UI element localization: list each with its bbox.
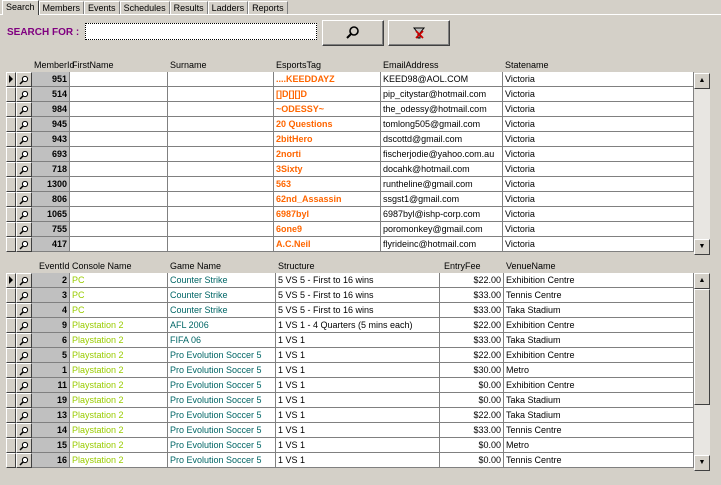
current-row-icon xyxy=(7,274,15,286)
magnifier-icon xyxy=(19,336,29,346)
event-id-cell[interactable]: 16 xyxy=(32,453,70,468)
entry-fee-cell[interactable]: $22.00 xyxy=(440,273,504,288)
row-selector[interactable] xyxy=(6,273,16,288)
open-record-button[interactable] xyxy=(16,393,32,408)
search-button[interactable] xyxy=(322,20,384,46)
entry-fee-cell[interactable]: $33.00 xyxy=(440,288,504,303)
magnifier-icon xyxy=(19,456,29,466)
first-name-cell[interactable] xyxy=(70,237,168,252)
structure-cell[interactable]: 5 VS 5 - First to 16 wins xyxy=(276,273,440,288)
open-record-button[interactable] xyxy=(16,378,32,393)
magnifier-icon xyxy=(19,321,29,331)
venue-name-cell[interactable]: Taka Stadium xyxy=(504,303,694,318)
row-selector[interactable] xyxy=(6,288,16,303)
open-record-button[interactable] xyxy=(16,72,32,87)
venue-name-cell[interactable]: Taka Stadium xyxy=(504,408,694,423)
venue-name-cell[interactable]: Exhibition Centre xyxy=(504,273,694,288)
esports-tag-cell[interactable]: 563 xyxy=(274,177,381,192)
entry-fee-cell[interactable]: $30.00 xyxy=(440,363,504,378)
clear-filter-icon xyxy=(411,25,427,41)
surname-cell[interactable] xyxy=(168,117,274,132)
open-record-button[interactable] xyxy=(16,423,32,438)
member-id-cell[interactable]: 693 xyxy=(32,147,70,162)
event-id-cell[interactable]: 5 xyxy=(32,348,70,363)
surname-cell[interactable] xyxy=(168,192,274,207)
open-record-button[interactable] xyxy=(16,177,32,192)
tab-search[interactable]: Search xyxy=(2,0,39,15)
row-selector[interactable] xyxy=(6,132,16,147)
state-cell[interactable]: Victoria xyxy=(503,117,694,132)
open-record-button[interactable] xyxy=(16,363,32,378)
members-scrollbar[interactable] xyxy=(694,73,710,255)
esports-tag-cell[interactable]: 20 Questions xyxy=(274,117,381,132)
open-record-button[interactable] xyxy=(16,222,32,237)
magnifier-icon xyxy=(19,306,29,316)
magnifier-icon xyxy=(19,90,29,100)
member-id-cell[interactable]: 417 xyxy=(32,237,70,252)
row-selector[interactable] xyxy=(6,453,16,468)
console-name-cell[interactable]: PC xyxy=(70,303,168,318)
magnifier-icon xyxy=(19,225,29,235)
open-record-button[interactable] xyxy=(16,102,32,117)
row-selector[interactable] xyxy=(6,348,16,363)
scroll-up-button[interactable]: ▲ xyxy=(694,73,710,89)
events-grid[interactable] xyxy=(6,260,701,471)
current-row-icon xyxy=(7,73,15,85)
venue-name-cell[interactable]: Metro xyxy=(504,363,694,378)
first-name-cell[interactable] xyxy=(70,102,168,117)
events-grid-header xyxy=(6,260,701,273)
magnifier-icon xyxy=(19,291,29,301)
structure-cell[interactable]: 1 VS 1 xyxy=(276,438,440,453)
tab-reports[interactable]: Reports xyxy=(248,1,288,15)
members-grid-header xyxy=(6,59,701,72)
esports-tag-cell[interactable]: ~ODESSY~ xyxy=(274,102,381,117)
state-cell[interactable]: Victoria xyxy=(503,222,694,237)
esports-tag-cell[interactable]: 3Sixty xyxy=(274,162,381,177)
row-selector[interactable] xyxy=(6,408,16,423)
first-name-cell[interactable] xyxy=(70,177,168,192)
magnifier-icon xyxy=(345,25,361,41)
venue-name-cell[interactable]: Taka Stadium xyxy=(504,333,694,348)
member-id-cell[interactable]: 806 xyxy=(32,192,70,207)
open-record-button[interactable] xyxy=(16,207,32,222)
scroll-down-button[interactable]: ▼ xyxy=(694,455,710,471)
esports-tag-cell[interactable]: A.C.Neil xyxy=(274,237,381,252)
email-cell[interactable]: dscottd@gmail.com xyxy=(381,132,503,147)
surname-cell[interactable] xyxy=(168,207,274,222)
console-name-cell[interactable]: Playstation 2 xyxy=(70,408,168,423)
magnifier-icon xyxy=(19,210,29,220)
esports-tag-cell[interactable]: 6one9 xyxy=(274,222,381,237)
search-input[interactable] xyxy=(85,23,317,40)
magnifier-icon xyxy=(19,396,29,406)
column-header[interactable]: MemberId xyxy=(34,60,75,70)
structure-cell[interactable]: 1 VS 1 xyxy=(276,393,440,408)
column-header[interactable]: EsportsTag xyxy=(276,60,322,70)
magnifier-icon xyxy=(19,366,29,376)
magnifier-icon xyxy=(19,276,29,286)
row-selector[interactable] xyxy=(6,318,16,333)
email-cell[interactable]: the_odessy@hotmail.com xyxy=(381,102,503,117)
member-id-cell[interactable]: 755 xyxy=(32,222,70,237)
row-selector[interactable] xyxy=(6,192,16,207)
surname-cell[interactable] xyxy=(168,162,274,177)
game-name-cell[interactable]: AFL 2006 xyxy=(168,318,276,333)
row-selector[interactable] xyxy=(6,147,16,162)
column-header[interactable]: Surname xyxy=(170,60,207,70)
magnifier-icon xyxy=(19,411,29,421)
open-record-button[interactable] xyxy=(16,333,32,348)
esports-tag-cell[interactable]: 2norti xyxy=(274,147,381,162)
email-cell[interactable]: ssgst1@gmail.com xyxy=(381,192,503,207)
tab-members[interactable]: Members xyxy=(39,1,85,15)
console-name-cell[interactable]: Playstation 2 xyxy=(70,363,168,378)
surname-cell[interactable] xyxy=(168,72,274,87)
event-id-cell[interactable]: 3 xyxy=(32,288,70,303)
structure-cell[interactable]: 1 VS 1 xyxy=(276,348,440,363)
state-cell[interactable]: Victoria xyxy=(503,102,694,117)
row-selector[interactable] xyxy=(6,87,16,102)
game-name-cell[interactable]: Pro Evolution Soccer 5 xyxy=(168,348,276,363)
magnifier-icon xyxy=(19,351,29,361)
column-header[interactable]: Game Name xyxy=(170,261,222,271)
member-id-cell[interactable]: 951 xyxy=(32,72,70,87)
magnifier-icon xyxy=(19,441,29,451)
structure-cell[interactable]: 1 VS 1 xyxy=(276,333,440,348)
open-record-button[interactable] xyxy=(16,288,32,303)
entry-fee-cell[interactable]: $22.00 xyxy=(440,408,504,423)
tab-events[interactable]: Events xyxy=(84,1,120,15)
row-selector[interactable] xyxy=(6,162,16,177)
surname-cell[interactable] xyxy=(168,87,274,102)
open-record-button[interactable] xyxy=(16,87,32,102)
event-id-cell[interactable]: 9 xyxy=(32,318,70,333)
console-name-cell[interactable]: Playstation 2 xyxy=(70,438,168,453)
tab-strip xyxy=(2,0,288,15)
venue-name-cell[interactable]: Metro xyxy=(504,438,694,453)
console-name-cell[interactable]: PC xyxy=(70,273,168,288)
row-selector[interactable] xyxy=(6,438,16,453)
state-cell[interactable]: Victoria xyxy=(503,72,694,87)
open-record-button[interactable] xyxy=(16,318,32,333)
email-cell[interactable]: runtheline@gmail.com xyxy=(381,177,503,192)
state-cell[interactable]: Victoria xyxy=(503,177,694,192)
open-record-button[interactable] xyxy=(16,303,32,318)
member-id-cell[interactable]: 945 xyxy=(32,117,70,132)
open-record-button[interactable] xyxy=(16,132,32,147)
search-label: SEARCH FOR : xyxy=(7,27,80,38)
scroll-up-button[interactable]: ▲ xyxy=(694,273,710,289)
magnifier-icon xyxy=(19,105,29,115)
state-cell[interactable]: Victoria xyxy=(503,237,694,252)
email-cell[interactable]: flyrideinc@hotmail.com xyxy=(381,237,503,252)
open-record-button[interactable] xyxy=(16,192,32,207)
console-name-cell[interactable]: Playstation 2 xyxy=(70,333,168,348)
structure-cell[interactable]: 1 VS 1 xyxy=(276,423,440,438)
entry-fee-cell[interactable]: $0.00 xyxy=(440,438,504,453)
row-selector[interactable] xyxy=(6,102,16,117)
magnifier-icon xyxy=(19,180,29,190)
game-name-cell[interactable]: Pro Evolution Soccer 5 xyxy=(168,438,276,453)
email-cell[interactable]: KEED98@AOL.COM xyxy=(381,72,503,87)
email-cell[interactable]: 6987byl@ishp-corp.com xyxy=(381,207,503,222)
structure-cell[interactable]: 1 VS 1 - 4 Quarters (5 mins each) xyxy=(276,318,440,333)
entry-fee-cell[interactable]: $22.00 xyxy=(440,318,504,333)
entry-fee-cell[interactable]: $33.00 xyxy=(440,333,504,348)
state-cell[interactable]: Victoria xyxy=(503,147,694,162)
row-selector[interactable] xyxy=(6,378,16,393)
entry-fee-cell[interactable]: $33.00 xyxy=(440,303,504,318)
event-id-cell[interactable]: 11 xyxy=(32,378,70,393)
row-selector[interactable] xyxy=(6,222,16,237)
surname-cell[interactable] xyxy=(168,237,274,252)
row-selector[interactable] xyxy=(6,72,16,87)
event-id-cell[interactable]: 1 xyxy=(32,363,70,378)
game-name-cell[interactable]: Pro Evolution Soccer 5 xyxy=(168,453,276,468)
row-selector[interactable] xyxy=(6,303,16,318)
surname-cell[interactable] xyxy=(168,102,274,117)
open-record-button[interactable] xyxy=(16,348,32,363)
event-id-cell[interactable]: 2 xyxy=(32,273,70,288)
entry-fee-cell[interactable]: $0.00 xyxy=(440,453,504,468)
first-name-cell[interactable] xyxy=(70,192,168,207)
tab-ladders[interactable]: Ladders xyxy=(208,1,249,15)
column-header[interactable]: EventId xyxy=(39,261,70,271)
member-id-cell[interactable]: 514 xyxy=(32,87,70,102)
structure-cell[interactable]: 1 VS 1 xyxy=(276,408,440,423)
esports-tag-cell[interactable]: []D[][]D xyxy=(274,87,381,102)
esports-tag-cell[interactable]: 62nd_Assassin xyxy=(274,192,381,207)
row-selector[interactable] xyxy=(6,177,16,192)
venue-name-cell[interactable]: Exhibition Centre xyxy=(504,348,694,363)
structure-cell[interactable]: 5 VS 5 - First to 16 wins xyxy=(276,303,440,318)
venue-name-cell[interactable]: Taka Stadium xyxy=(504,393,694,408)
row-selector[interactable] xyxy=(6,333,16,348)
venue-name-cell[interactable]: Tennis Centre xyxy=(504,423,694,438)
row-selector[interactable] xyxy=(6,393,16,408)
entry-fee-cell[interactable]: $0.00 xyxy=(440,378,504,393)
venue-name-cell[interactable]: Exhibition Centre xyxy=(504,318,694,333)
member-id-cell[interactable]: 943 xyxy=(32,132,70,147)
magnifier-icon xyxy=(19,135,29,145)
console-name-cell[interactable]: Playstation 2 xyxy=(70,393,168,408)
row-selector[interactable] xyxy=(6,117,16,132)
venue-name-cell[interactable]: Tennis Centre xyxy=(504,288,694,303)
structure-cell[interactable]: 1 VS 1 xyxy=(276,378,440,393)
structure-cell[interactable]: 5 VS 5 - First to 16 wins xyxy=(276,288,440,303)
surname-cell[interactable] xyxy=(168,147,274,162)
column-header[interactable]: Statename xyxy=(505,60,549,70)
open-record-button[interactable] xyxy=(16,438,32,453)
members-grid[interactable] xyxy=(6,59,701,255)
first-name-cell[interactable] xyxy=(70,207,168,222)
structure-cell[interactable]: 1 VS 1 xyxy=(276,363,440,378)
state-cell[interactable]: Victoria xyxy=(503,162,694,177)
open-record-button[interactable] xyxy=(16,408,32,423)
game-name-cell[interactable]: FIFA 06 xyxy=(168,333,276,348)
console-name-cell[interactable]: Playstation 2 xyxy=(70,423,168,438)
venue-name-cell[interactable]: Tennis Centre xyxy=(504,453,694,468)
scroll-thumb[interactable] xyxy=(694,289,710,405)
first-name-cell[interactable] xyxy=(70,87,168,102)
game-name-cell[interactable]: Pro Evolution Soccer 5 xyxy=(168,408,276,423)
member-id-cell[interactable]: 1300 xyxy=(32,177,70,192)
structure-cell[interactable]: 1 VS 1 xyxy=(276,453,440,468)
event-id-cell[interactable]: 19 xyxy=(32,393,70,408)
magnifier-icon xyxy=(19,75,29,85)
entry-fee-cell[interactable]: $0.00 xyxy=(440,393,504,408)
esports-tag-cell[interactable]: 2bitHero xyxy=(274,132,381,147)
event-id-cell[interactable]: 15 xyxy=(32,438,70,453)
clear-search-button[interactable] xyxy=(388,20,450,46)
game-name-cell[interactable]: Counter Strike xyxy=(168,273,276,288)
console-name-cell[interactable]: Playstation 2 xyxy=(70,453,168,468)
console-name-cell[interactable]: PC xyxy=(70,288,168,303)
magnifier-icon xyxy=(19,165,29,175)
open-record-button[interactable] xyxy=(16,237,32,252)
column-header[interactable]: Structure xyxy=(278,261,315,271)
event-id-cell[interactable]: 14 xyxy=(32,423,70,438)
column-header[interactable]: FirstName xyxy=(72,60,114,70)
member-id-cell[interactable]: 1065 xyxy=(32,207,70,222)
magnifier-icon xyxy=(19,240,29,250)
game-name-cell[interactable]: Pro Evolution Soccer 5 xyxy=(168,378,276,393)
entry-fee-cell[interactable]: $22.00 xyxy=(440,348,504,363)
email-cell[interactable]: poromonkey@gmail.com xyxy=(381,222,503,237)
event-id-cell[interactable]: 6 xyxy=(32,333,70,348)
member-id-cell[interactable]: 984 xyxy=(32,102,70,117)
first-name-cell[interactable] xyxy=(70,132,168,147)
first-name-cell[interactable] xyxy=(70,117,168,132)
first-name-cell[interactable] xyxy=(70,222,168,237)
magnifier-icon xyxy=(19,195,29,205)
email-cell[interactable]: pip_citystar@hotmail.com xyxy=(381,87,503,102)
open-record-button[interactable] xyxy=(16,162,32,177)
magnifier-icon xyxy=(19,120,29,130)
surname-cell[interactable] xyxy=(168,132,274,147)
esports-tag-cell[interactable]: 6987byl xyxy=(274,207,381,222)
first-name-cell[interactable] xyxy=(70,162,168,177)
console-name-cell[interactable]: Playstation 2 xyxy=(70,348,168,363)
tab-results[interactable]: Results xyxy=(170,1,208,15)
esports-tag-cell[interactable]: ....KEEDDAYZ xyxy=(274,72,381,87)
event-id-cell[interactable]: 13 xyxy=(32,408,70,423)
row-selector[interactable] xyxy=(6,237,16,252)
console-name-cell[interactable]: Playstation 2 xyxy=(70,378,168,393)
column-header[interactable]: EntryFee xyxy=(444,261,481,271)
first-name-cell[interactable] xyxy=(70,147,168,162)
email-cell[interactable]: docahk@hotmail.com xyxy=(381,162,503,177)
first-name-cell[interactable] xyxy=(70,72,168,87)
event-id-cell[interactable]: 4 xyxy=(32,303,70,318)
console-name-cell[interactable]: Playstation 2 xyxy=(70,318,168,333)
magnifier-icon xyxy=(19,381,29,391)
state-cell[interactable]: Victoria xyxy=(503,192,694,207)
email-cell[interactable]: fischerjodie@yahoo.com.au xyxy=(381,147,503,162)
events-scrollbar[interactable] xyxy=(694,273,710,471)
open-record-button[interactable] xyxy=(16,453,32,468)
state-cell[interactable]: Victoria xyxy=(503,132,694,147)
surname-cell[interactable] xyxy=(168,177,274,192)
surname-cell[interactable] xyxy=(168,222,274,237)
row-selector[interactable] xyxy=(6,363,16,378)
open-record-button[interactable] xyxy=(16,273,32,288)
column-header[interactable]: Console Name xyxy=(72,261,132,271)
column-header[interactable]: VenueName xyxy=(506,261,556,271)
game-name-cell[interactable]: Pro Evolution Soccer 5 xyxy=(168,423,276,438)
row-selector[interactable] xyxy=(6,423,16,438)
tab-schedules[interactable]: Schedules xyxy=(120,1,170,15)
state-cell[interactable]: Victoria xyxy=(503,207,694,222)
game-name-cell[interactable]: Counter Strike xyxy=(168,288,276,303)
row-selector[interactable] xyxy=(6,207,16,222)
game-name-cell[interactable]: Pro Evolution Soccer 5 xyxy=(168,363,276,378)
magnifier-icon xyxy=(19,426,29,436)
scroll-down-button[interactable]: ▼ xyxy=(694,239,710,255)
game-name-cell[interactable]: Pro Evolution Soccer 5 xyxy=(168,393,276,408)
member-id-cell[interactable]: 718 xyxy=(32,162,70,177)
state-cell[interactable]: Victoria xyxy=(503,87,694,102)
entry-fee-cell[interactable]: $33.00 xyxy=(440,423,504,438)
open-record-button[interactable] xyxy=(16,117,32,132)
column-header[interactable]: EmailAddress xyxy=(383,60,439,70)
game-name-cell[interactable]: Counter Strike xyxy=(168,303,276,318)
open-record-button[interactable] xyxy=(16,147,32,162)
email-cell[interactable]: tomlong505@gmail.com xyxy=(381,117,503,132)
magnifier-icon xyxy=(19,150,29,160)
venue-name-cell[interactable]: Exhibition Centre xyxy=(504,378,694,393)
